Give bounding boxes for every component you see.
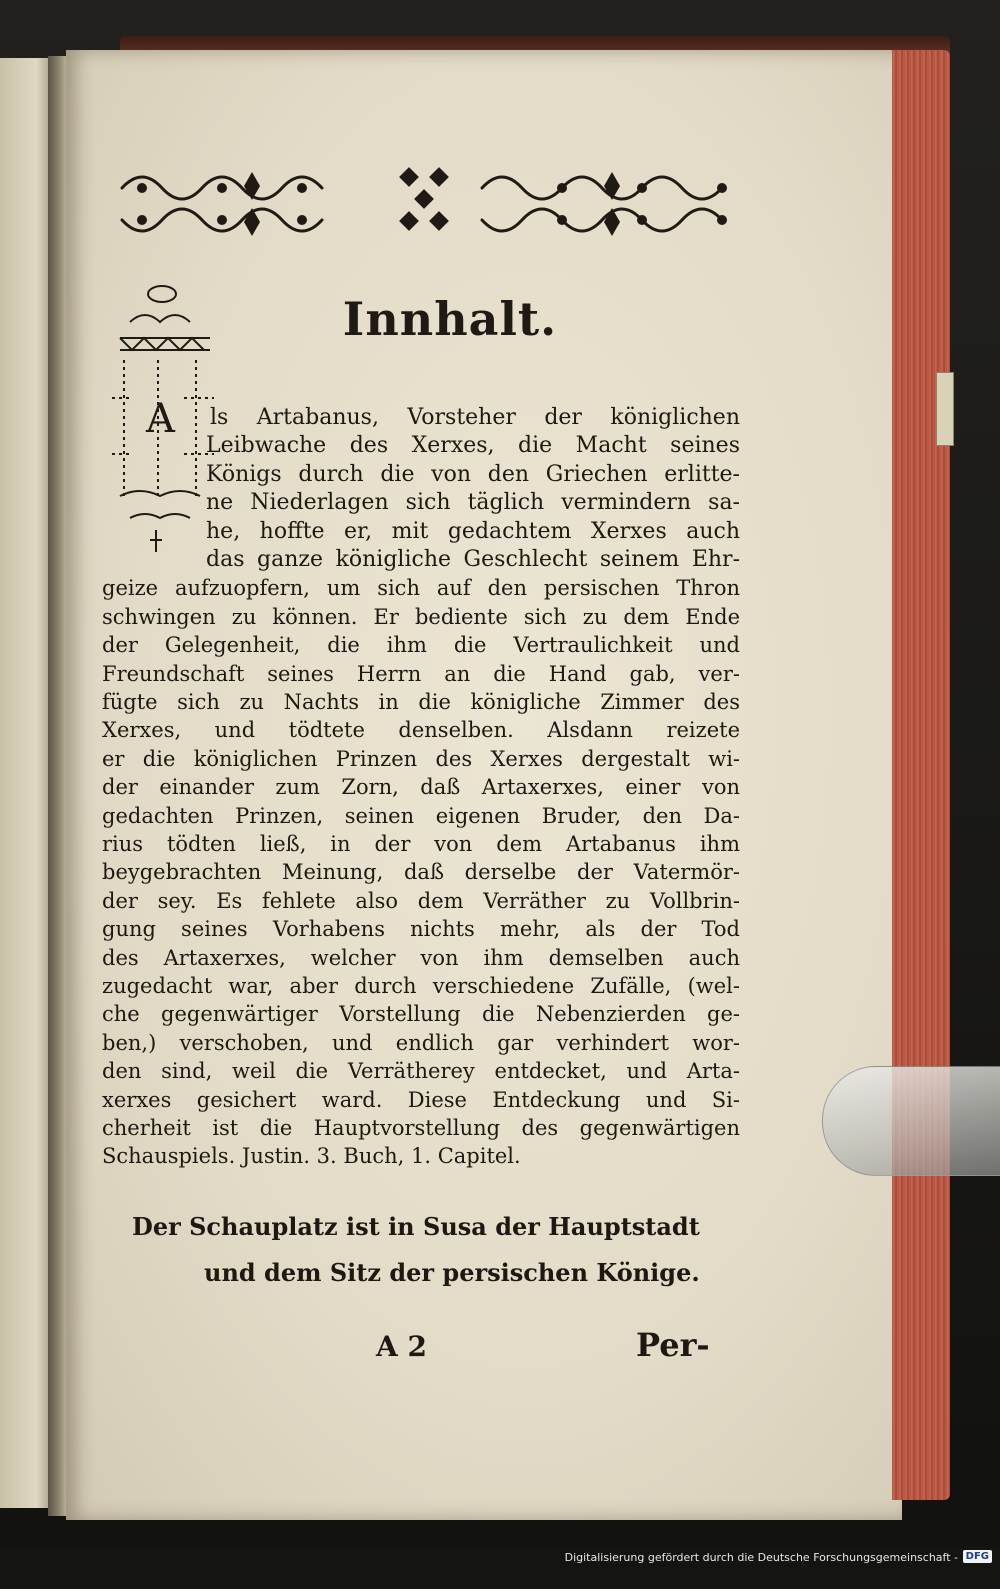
ornamental-headpiece	[112, 158, 752, 250]
paper-tab	[936, 372, 954, 446]
drop-cap: A	[146, 396, 175, 442]
text-line: der sey. Es fehlete also dem Verräther zu Vollbrin-	[102, 888, 740, 913]
text-line: beygebrachten Meinung, daß derselbe der Vatermör-	[102, 860, 740, 885]
text-line: geize aufzuopfern, um sich auf den persischen Thron	[102, 576, 740, 601]
text-line: Königs durch die von den Griechen erlitte-	[206, 461, 740, 487]
digitization-credit: Digitalisierung gefördert durch die Deutsche Forschungsgemeinschaft -	[564, 1551, 958, 1564]
text-line: das ganze königliche Geschlecht seinem Ehr-	[206, 547, 740, 572]
text-line: schwingen zu können. Er bediente sich zu dem Ende	[102, 604, 740, 629]
glass-clamp	[822, 1066, 1000, 1176]
text-line: gung seines Vorhabens nichts mehr, als der Tod	[102, 917, 740, 942]
text-line: Schauspiels. Justin. 3. Buch, 1. Capitel.	[102, 1144, 521, 1169]
setting-line-2: und dem Sitz der persischen Könige.	[204, 1258, 700, 1287]
text-line: er die königlichen Prinzen des Xerxes dergestalt wi-	[102, 746, 740, 771]
text-line: fügte sich zu Nachts in die königliche Zimmer des	[102, 690, 740, 714]
text-line: den sind, weil die Verrätherey entdecket, und Arta-	[102, 1059, 740, 1084]
text-line: rius tödten ließ, in der von dem Artabanus ihm	[102, 832, 740, 856]
text-line: cherheit ist die Hauptvorstellung des gegenwärtigen	[102, 1116, 740, 1140]
text-line: ben,) verschoben, und endlich gar verhindert wor-	[102, 1030, 740, 1055]
text-line: che gegenwärtiger Vorstellung die Nebenzierden ge-	[102, 1002, 740, 1027]
setting-line-1: Der Schauplatz ist in Susa der Hauptstadt	[132, 1212, 700, 1241]
text-line: des Artaxerxes, welcher von ihm demselben auch	[102, 945, 740, 970]
text-line: Xerxes, und tödtete denselben. Alsdann reizete	[102, 718, 740, 743]
text-line: der einander zum Zorn, daß Artaxerxes, einer von	[102, 775, 740, 800]
text-line: ne Niederlagen sich täglich vermindern sa-	[206, 490, 740, 516]
catchword: Per-	[636, 1326, 710, 1364]
text-line: ls Artabanus, Vorsteher der königlichen	[210, 405, 740, 430]
red-fore-edge	[892, 50, 950, 1500]
text-line: der Gelegenheit, die ihm die Vertraulichkeit und	[102, 633, 740, 658]
dfg-logo: DFG	[963, 1550, 992, 1563]
signature-mark: A 2	[376, 1330, 427, 1363]
text-line: gedachten Prinzen, seinen eigenen Bruder, den Da-	[102, 803, 740, 828]
page-heading: Innhalt.	[342, 292, 558, 346]
text-line: Freundschaft seines Herrn an die Hand gab, ver-	[102, 661, 740, 686]
text-line: xerxes gesichert ward. Diese Entdeckung und Si-	[102, 1087, 740, 1112]
left-page-edge	[0, 58, 52, 1508]
text-line: Leibwache des Xerxes, die Macht seines	[206, 433, 740, 459]
text-line: he, hoffte er, mit gedachtem Xerxes auch	[206, 518, 740, 544]
text-line: zugedacht war, aber durch verschiedene Zufälle, (wel-	[102, 974, 740, 998]
